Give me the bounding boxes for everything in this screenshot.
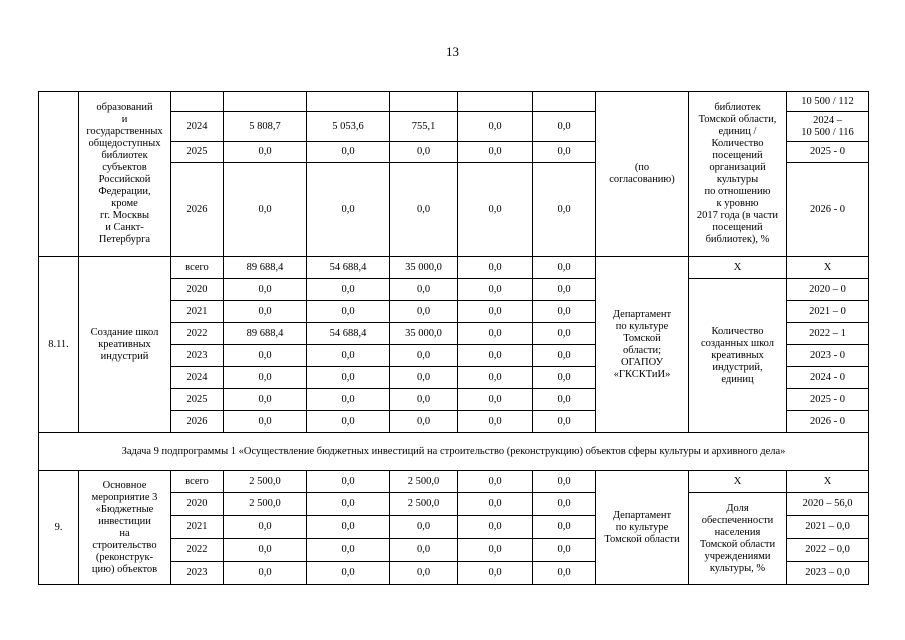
amount-cell: 5 053,6: [307, 112, 390, 142]
amount-cell: 0,0: [458, 562, 533, 585]
amount-cell: [533, 92, 596, 112]
amount-cell: 0,0: [533, 112, 596, 142]
value-cell: 2022 – 1: [787, 323, 869, 345]
value-cell: 2021 – 0: [787, 301, 869, 323]
amount-cell: 0,0: [458, 411, 533, 433]
indicator-x-cell: Х: [689, 257, 787, 279]
amount-cell: 0,0: [224, 142, 307, 163]
amount-cell: 0,0: [390, 562, 458, 585]
amount-cell: 0,0: [458, 516, 533, 539]
amount-cell: 2 500,0: [224, 493, 307, 516]
year-cell: 2023: [171, 562, 224, 585]
table-row: [39, 471, 869, 493]
amount-cell: 0,0: [458, 471, 533, 493]
amount-cell: 0,0: [307, 345, 390, 367]
executor-text: (по согласованию): [609, 162, 675, 185]
amount-cell: 0,0: [307, 411, 390, 433]
amount-cell: 0,0: [390, 345, 458, 367]
value-cell: 2023 - 0: [787, 345, 869, 367]
amount-cell: 0,0: [390, 389, 458, 411]
amount-cell: 0,0: [307, 493, 390, 516]
amount-cell: 755,1: [390, 112, 458, 142]
year-cell: 2025: [171, 389, 224, 411]
amount-cell: 0,0: [458, 323, 533, 345]
amount-cell: 0,0: [307, 142, 390, 163]
amount-cell: 0,0: [458, 163, 533, 257]
amount-cell: 0,0: [390, 516, 458, 539]
indicator-text: Доля обеспеченности населения Томской области учреждениями культуры, %: [699, 502, 776, 574]
amount-cell: 0,0: [533, 562, 596, 585]
amount-cell: 35 000,0: [390, 257, 458, 279]
amount-cell: 0,0: [390, 163, 458, 257]
table-row: [39, 433, 869, 471]
amount-cell: 0,0: [533, 539, 596, 562]
value-cell: 2026 - 0: [787, 163, 869, 257]
year-cell: 2022: [171, 323, 224, 345]
amount-cell: 0,0: [390, 301, 458, 323]
activity-name-cell: [79, 92, 171, 257]
indicator-cell: [689, 92, 787, 257]
year-cell: 2020: [171, 493, 224, 516]
amount-cell: 0,0: [224, 345, 307, 367]
amount-cell: 0,0: [390, 367, 458, 389]
amount-cell: 0,0: [224, 367, 307, 389]
amount-cell: 0,0: [224, 389, 307, 411]
amount-cell: [458, 92, 533, 112]
year-cell: 2024: [171, 112, 224, 142]
indicator-x-cell: Х: [689, 471, 787, 493]
amount-cell: 0,0: [533, 163, 596, 257]
value-cell: 2021 – 0,0: [787, 516, 869, 539]
value-cell: 2025 - 0: [787, 389, 869, 411]
activity-name: Основное мероприятие 3 «Бюджетные инвестиции на строительство (реконструк- цию) объектов: [91, 479, 158, 575]
year-cell: 2021: [171, 301, 224, 323]
value-cell: 2025 - 0: [787, 142, 869, 163]
number-cell: 8.11.: [39, 257, 79, 433]
activity-name: образований и государственных общедоступных библиотек субъектов Российской Федерации, кроме гг. Москвы и Санкт- Петербурга: [86, 102, 163, 245]
number-cell: 9.: [39, 471, 79, 585]
activity-name-cell: [79, 257, 171, 433]
indicator-cell: [689, 493, 787, 585]
value-cell: 2020 – 0: [787, 279, 869, 301]
amount-cell: 89 688,4: [224, 257, 307, 279]
value-cell: 10 500 / 112: [787, 92, 869, 112]
task-heading: Задача 9 подпрограммы 1 «Осуществление бюджетных инвестиций на строительство (реконструкцию) объектов сферы культуры и архивного дела»: [39, 433, 869, 471]
year-cell: 2020: [171, 279, 224, 301]
amount-cell: 0,0: [533, 493, 596, 516]
indicator-text: библиотек Томской области, единиц / Количество посещений организаций культуры по отношению к уровню 2017 года (в части посещений библиотек), %: [696, 102, 779, 245]
amount-cell: 0,0: [458, 367, 533, 389]
executor-text: Департамент по культуре Томской области: [604, 509, 680, 545]
amount-cell: 0,0: [307, 471, 390, 493]
amount-cell: 35 000,0: [390, 323, 458, 345]
value-cell: Х: [787, 471, 869, 493]
amount-cell: 0,0: [307, 389, 390, 411]
amount-cell: 54 688,4: [307, 323, 390, 345]
amount-cell: 0,0: [390, 279, 458, 301]
amount-cell: 0,0: [458, 257, 533, 279]
value-cell: 2024 - 0: [787, 367, 869, 389]
amount-cell: 0,0: [307, 163, 390, 257]
amount-cell: 2 500,0: [224, 471, 307, 493]
program-table: [38, 91, 869, 585]
table-row: [39, 257, 869, 279]
activity-name: Создание школ креативных индустрий: [90, 326, 159, 362]
amount-cell: 0,0: [533, 471, 596, 493]
amount-cell: 2 500,0: [390, 493, 458, 516]
amount-cell: 54 688,4: [307, 257, 390, 279]
year-cell: всего: [171, 257, 224, 279]
amount-cell: 0,0: [533, 279, 596, 301]
indicator-cell: [689, 279, 787, 433]
value-cell: 2020 – 56,0: [787, 493, 869, 516]
amount-cell: 0,0: [224, 301, 307, 323]
amount-cell: 0,0: [458, 539, 533, 562]
value-cell: 2024 – 10 500 / 116: [787, 112, 869, 142]
number-cell: [39, 92, 79, 257]
amount-cell: 0,0: [533, 389, 596, 411]
value-cell: 2023 – 0,0: [787, 562, 869, 585]
amount-cell: 0,0: [533, 345, 596, 367]
amount-cell: 0,0: [224, 539, 307, 562]
amount-cell: 5 808,7: [224, 112, 307, 142]
amount-cell: 0,0: [224, 516, 307, 539]
amount-cell: 0,0: [390, 142, 458, 163]
amount-cell: 0,0: [307, 301, 390, 323]
year-cell: всего: [171, 471, 224, 493]
value-cell: Х: [787, 257, 869, 279]
amount-cell: 0,0: [533, 516, 596, 539]
amount-cell: 0,0: [390, 411, 458, 433]
amount-cell: 89 688,4: [224, 323, 307, 345]
year-cell: 2021: [171, 516, 224, 539]
amount-cell: 0,0: [307, 279, 390, 301]
amount-cell: 0,0: [458, 112, 533, 142]
year-cell: 2025: [171, 142, 224, 163]
amount-cell: 0,0: [307, 562, 390, 585]
executor-text: Департамент по культуре Томской области; ОГАПОУ «ГКСКТиИ»: [612, 308, 672, 380]
year-cell: 2024: [171, 367, 224, 389]
executor-cell: [596, 471, 689, 585]
amount-cell: 0,0: [224, 279, 307, 301]
amount-cell: 0,0: [533, 411, 596, 433]
amount-cell: [307, 92, 390, 112]
amount-cell: 0,0: [307, 539, 390, 562]
amount-cell: 0,0: [533, 301, 596, 323]
amount-cell: 0,0: [458, 389, 533, 411]
year-cell: 2023: [171, 345, 224, 367]
amount-cell: 0,0: [224, 562, 307, 585]
amount-cell: 0,0: [390, 539, 458, 562]
value-cell: 2022 – 0,0: [787, 539, 869, 562]
amount-cell: 0,0: [224, 163, 307, 257]
year-cell: 2026: [171, 163, 224, 257]
amount-cell: 0,0: [224, 411, 307, 433]
amount-cell: 0,0: [307, 516, 390, 539]
amount-cell: 0,0: [458, 345, 533, 367]
amount-cell: 0,0: [533, 257, 596, 279]
year-cell: [171, 92, 224, 112]
amount-cell: [390, 92, 458, 112]
page-number: 13: [446, 44, 459, 59]
indicator-text: Количество созданных школ креативных индустрий, единиц: [700, 325, 775, 385]
activity-name-cell: [79, 471, 171, 585]
amount-cell: [224, 92, 307, 112]
table-row: [39, 92, 869, 112]
executor-cell: [596, 257, 689, 433]
amount-cell: 0,0: [533, 323, 596, 345]
amount-cell: 0,0: [458, 301, 533, 323]
amount-cell: 2 500,0: [390, 471, 458, 493]
value-cell: 2026 - 0: [787, 411, 869, 433]
amount-cell: 0,0: [458, 279, 533, 301]
executor-cell: [596, 92, 689, 257]
amount-cell: 0,0: [458, 493, 533, 516]
year-cell: 2026: [171, 411, 224, 433]
amount-cell: 0,0: [458, 142, 533, 163]
amount-cell: 0,0: [307, 367, 390, 389]
amount-cell: 0,0: [533, 142, 596, 163]
amount-cell: 0,0: [533, 367, 596, 389]
year-cell: 2022: [171, 539, 224, 562]
